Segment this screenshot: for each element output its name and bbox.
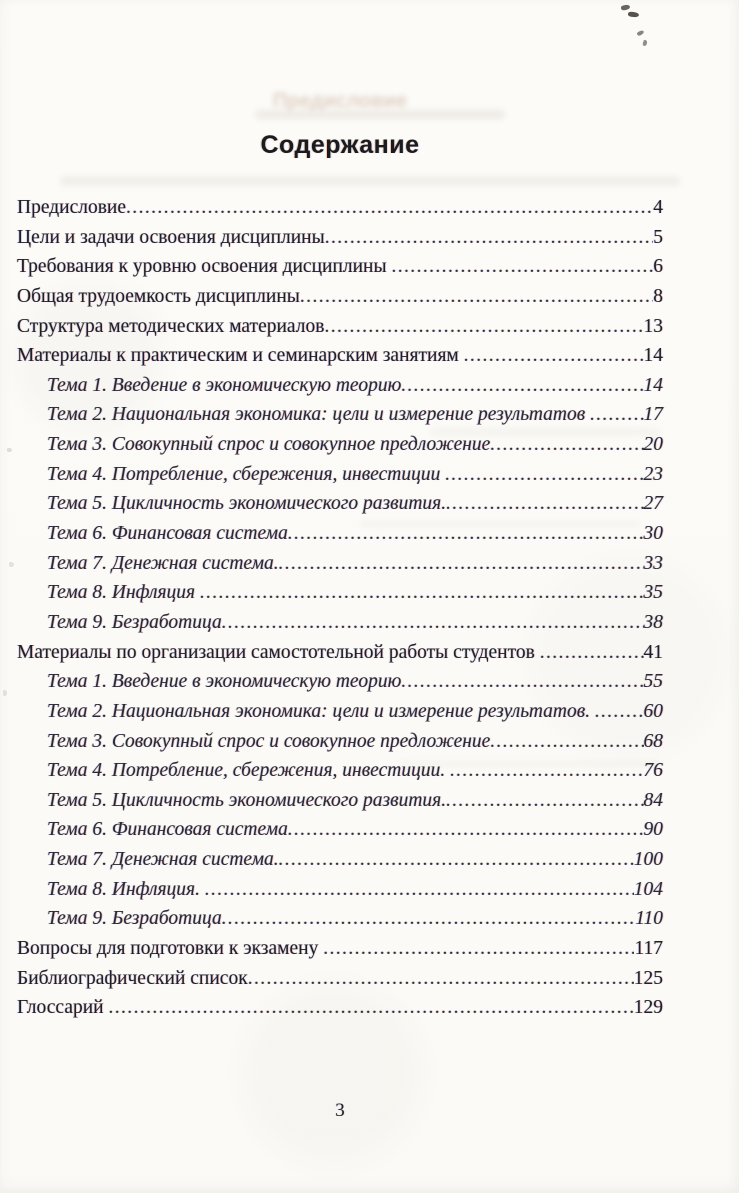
ink-speck	[642, 40, 647, 47]
bleed-through-smudge	[255, 110, 505, 119]
dot-leader	[401, 371, 643, 401]
dot-leader	[279, 845, 634, 875]
toc-entry-page-number: 6	[653, 256, 663, 278]
bleed-through-smudge	[60, 176, 680, 186]
toc-entry-label: Тема 5. Цикличность экономического развития.	[47, 789, 447, 811]
toc-entry-label: Библиографический список	[17, 967, 248, 989]
toc-entry	[17, 578, 663, 608]
toc-entry	[17, 697, 663, 727]
toc-entry	[17, 993, 663, 1023]
toc-entry-page-number: 100	[633, 849, 663, 871]
toc-entry	[17, 341, 663, 371]
toc-entry	[17, 193, 663, 223]
dot-leader	[401, 667, 643, 697]
dot-leader	[205, 875, 634, 905]
toc-entry	[17, 727, 663, 757]
toc-entry-label: Тема 6. Финансовая система	[47, 523, 288, 545]
toc-entry-page-number: 55	[643, 671, 663, 693]
dot-leader	[446, 786, 643, 816]
toc-entry-page-number: 27	[643, 493, 663, 515]
dot-leader	[446, 489, 643, 519]
toc-entry	[17, 667, 663, 697]
toc-entry	[17, 786, 663, 816]
toc-entry-label: Цели и задачи освоения дисциплины	[17, 226, 325, 248]
ink-speck	[621, 4, 631, 11]
toc-entry-label: Материалы по организации самостотельной работы студентов	[17, 641, 540, 663]
toc-entry-page-number: 14	[643, 345, 663, 367]
toc-entry-label: Тема 7. Денежная система.	[47, 849, 279, 871]
toc-entry-label: Требования к уровню освоения дисциплины	[17, 256, 392, 278]
toc-entry-label: Тема 9. Безработица	[47, 611, 222, 633]
toc-entry-label: Тема 7. Денежная система.	[47, 552, 279, 574]
toc-entry-label: Тема 2. Национальная экономика: цели и измерение результатов.	[47, 700, 595, 722]
page-number-footer: 3	[335, 1100, 345, 1121]
dot-leader	[490, 430, 643, 460]
toc-entry	[17, 904, 663, 934]
dot-leader	[323, 934, 634, 964]
toc-entry-label: Тема 9. Безработица	[47, 908, 222, 930]
dot-leader	[126, 193, 653, 223]
toc-entry-label: Структура методических материалов	[17, 315, 325, 337]
dot-leader	[288, 815, 644, 845]
toc-entry	[17, 964, 663, 994]
dot-leader	[464, 341, 644, 371]
toc-entry-label: Тема 6. Финансовая система	[47, 819, 288, 841]
toc-entry	[17, 934, 663, 964]
dot-leader	[540, 638, 644, 668]
dot-leader	[445, 460, 643, 490]
dot-leader	[222, 608, 644, 638]
toc-entry-page-number: 30	[643, 523, 663, 545]
toc-entry-page-number: 17	[643, 404, 663, 426]
toc-entry-label: Вопросы для подготовки к экзамену	[17, 938, 324, 960]
toc-entry-label: Тема 3. Совокупный спрос и совокупное предложение	[47, 434, 491, 456]
toc-entry-label: Общая трудоемкость дисциплины	[17, 285, 300, 307]
dot-leader	[200, 578, 643, 608]
toc-entry-page-number: 41	[643, 641, 663, 663]
dot-leader	[590, 400, 643, 430]
toc-entry-label: Глоссарий	[17, 997, 109, 1019]
dot-leader	[490, 727, 643, 757]
toc-entry-page-number: 117	[634, 938, 663, 960]
toc-entry	[17, 371, 663, 401]
toc-entry-label: Тема 8. Инфляция	[47, 582, 201, 604]
toc-entry-page-number: 38	[643, 611, 663, 633]
dot-leader	[108, 993, 633, 1023]
toc-entry-label: Тема 3. Совокупный спрос и совокупное предложение	[47, 730, 491, 752]
toc-entry-page-number: 8	[653, 285, 663, 307]
toc-entry-page-number: 110	[635, 908, 663, 930]
toc-entry-page-number: 35	[643, 582, 663, 604]
toc-entry-label: Тема 2. Национальная экономика: цели и измерение результатов	[47, 404, 591, 426]
toc-entry	[17, 400, 663, 430]
toc-entry-page-number: 125	[633, 967, 663, 989]
toc-entry	[17, 489, 663, 519]
ink-speck	[636, 30, 644, 37]
toc-entry-label: Тема 4. Потребление, сбережения, инвестиции.	[47, 760, 451, 782]
toc-entry	[17, 430, 663, 460]
dot-leader	[288, 519, 644, 549]
toc-entry-page-number: 76	[643, 760, 663, 782]
toc-entry	[17, 608, 663, 638]
toc-entry-page-number: 68	[643, 730, 663, 752]
page-title: Содержание	[260, 130, 420, 159]
toc-entry-page-number: 14	[643, 374, 663, 396]
toc-entry-label: Предисловие	[17, 197, 127, 218]
bleed-through-text: Предисловие	[272, 90, 408, 112]
dot-leader	[325, 223, 654, 253]
toc-entry-page-number: 23	[643, 463, 663, 485]
toc-entry-label: Тема 4. Потребление, сбережения, инвестиции	[47, 463, 446, 485]
ink-speck	[9, 562, 14, 567]
toc-entry-label: Тема 8. Инфляция.	[47, 878, 205, 900]
toc-entry	[17, 282, 663, 312]
toc-entry-page-number: 4	[653, 197, 663, 218]
toc-list	[17, 193, 663, 1023]
toc-entry-page-number: 5	[653, 226, 663, 248]
dot-leader	[595, 697, 644, 727]
dot-leader	[222, 904, 635, 934]
toc-entry-page-number: 129	[633, 997, 663, 1019]
toc-entry	[17, 756, 663, 786]
toc-entry-page-number: 90	[643, 819, 663, 841]
toc-entry	[17, 845, 663, 875]
toc-entry	[17, 223, 663, 253]
toc-entry-page-number: 84	[643, 789, 663, 811]
dot-leader	[300, 282, 653, 312]
toc-entry	[17, 549, 663, 579]
toc-entry-page-number: 33	[643, 552, 663, 574]
dot-leader	[248, 964, 634, 994]
dot-leader	[391, 252, 653, 282]
toc-entry-label: Тема 5. Цикличность экономического развития.	[47, 493, 447, 515]
toc-entry	[17, 312, 663, 342]
toc-entry	[17, 638, 663, 668]
toc-entry	[17, 460, 663, 490]
toc-entry	[17, 875, 663, 905]
toc-entry-page-number: 60	[643, 700, 663, 722]
toc-entry	[17, 815, 663, 845]
toc-entry	[17, 519, 663, 549]
toc-entry-label: Тема 1. Введение в экономическую теорию	[47, 374, 402, 396]
toc-entry-page-number: 20	[643, 434, 663, 456]
toc-entry-page-number: 13	[643, 315, 663, 337]
toc-entry	[17, 252, 663, 282]
toc-entry-label: Материалы к практическим и семинарским занятиям	[17, 345, 464, 367]
dot-leader	[324, 312, 643, 342]
ink-speck	[7, 448, 12, 452]
toc-entry-label: Тема 1. Введение в экономическую теорию	[47, 671, 402, 693]
toc-entry-page-number: 104	[633, 878, 663, 900]
dot-leader	[450, 756, 643, 786]
dot-leader	[279, 549, 644, 579]
ink-speck	[3, 690, 7, 696]
ink-speck	[628, 11, 639, 17]
